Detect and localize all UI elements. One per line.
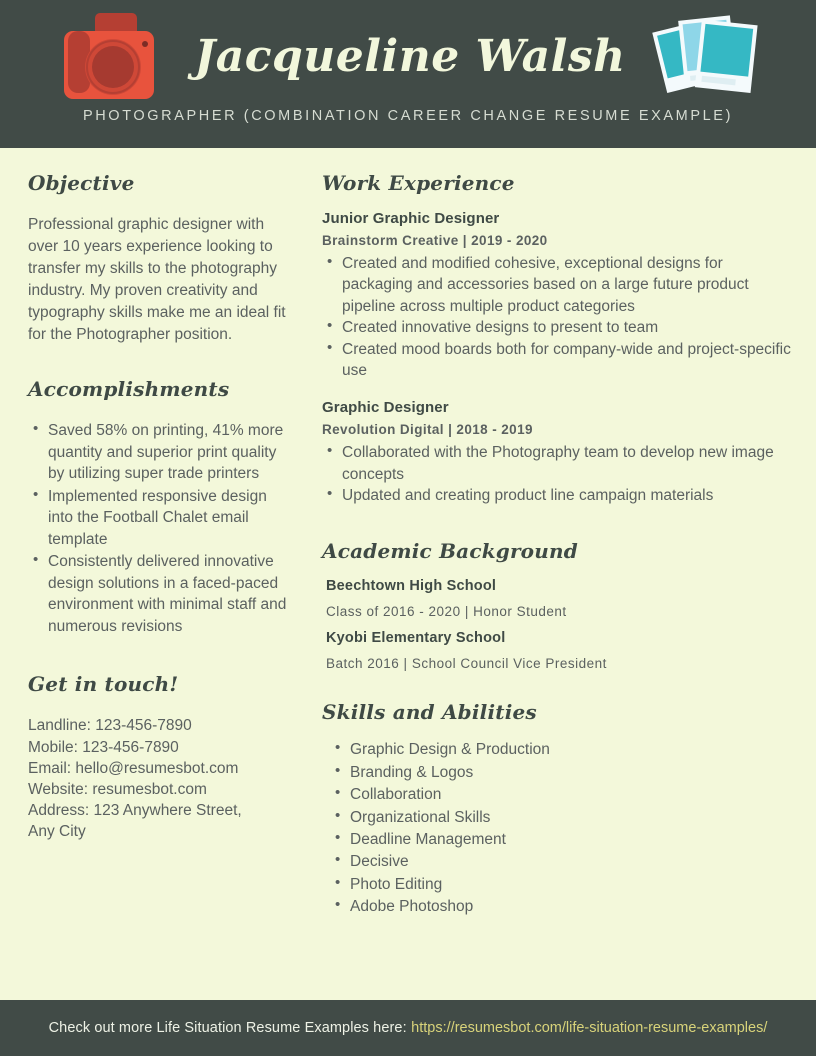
list-item: • Created innovative designs to present to team [342,317,794,338]
header-inner [0,0,816,110]
job-meta: Brainstorm Creative | 2019 - 2020 [322,233,548,248]
footer-bar [0,1000,816,1056]
list-item: • Implemented responsive design into the Football Chalet email template [48,486,292,551]
list-item: • Updated and creating product line campaign materials [342,485,794,506]
school-name: Kyobi Elementary School [326,630,506,647]
objective-text: Professional graphic designer with over 10 years experience looking to transfer my skills to the photography industry. My proven creativity and typography skills make me an ideal fit for the Photographer position. [28,216,286,343]
job-entry [322,210,794,381]
contact-list [28,715,292,842]
contact-mobile: Mobile: 123-456-7890 [28,738,179,756]
accomplishments-heading: Accomplishments [28,377,230,401]
list-item: • Graphic Design & Production [350,739,794,760]
contact-email: Email: hello@resumesbot.com [28,759,239,777]
list-item: • Organizational Skills [350,807,794,828]
job-entry [322,399,794,506]
list-item: • Consistently delivered innovative design solutions in a faced-paced environment with minimal staff and numerous revisions [48,551,292,637]
section-academic-background [322,540,794,671]
list-item: • Branding & Logos [350,762,794,783]
contact-address-line2: Any City [28,823,86,841]
section-contact [28,673,292,842]
camera-icon [50,11,168,103]
contact-heading: Get in touch! [28,672,179,697]
right-column [310,148,816,1000]
objective-heading: Objective [28,171,135,195]
skills-list [322,739,794,917]
section-skills [322,701,794,917]
work-experience-heading: Work Experience [322,171,515,195]
photo-stack-icon [652,12,766,102]
school-meta: Class of 2016 - 2020 | Honor Student [326,604,567,620]
list-item: • Decisive [350,851,794,872]
footer-link[interactable]: https://resumesbot.com/life-situation-resume-examples/ [411,1020,768,1036]
section-accomplishments [28,378,292,637]
section-work-experience [322,172,794,506]
list-item: • Photo Editing [350,874,794,895]
school-name: Beechtown High School [326,578,497,595]
contact-address-line1: Address: 123 Anywhere Street, [28,802,242,820]
school-meta: Batch 2016 | School Council Vice President [326,656,607,672]
job-bullets [322,442,794,506]
job-title: Junior Graphic Designer [322,210,500,227]
academic-heading: Academic Background [322,539,578,564]
academic-entry [322,578,794,619]
contact-website: Website: resumesbot.com [28,781,207,799]
list-item: • Collaborated with the Photography team to develop new image concepts [342,442,794,485]
academic-entry [322,630,794,671]
page-title: Jacqueline Walsh [194,31,626,82]
contact-landline: Landline: 123-456-7890 [28,717,192,735]
list-item: • Deadline Management [350,829,794,850]
resume-header [0,0,816,148]
resume-body [0,148,816,1000]
list-item: • Created mood boards both for company-wide and project-specific use [342,339,794,382]
skills-heading: Skills and Abilities [322,700,537,725]
left-column [0,148,310,1000]
job-meta: Revolution Digital | 2018 - 2019 [322,422,533,438]
page-subtitle: PHOTOGRAPHER (COMBINATION CAREER CHANGE RESUME EXAMPLE) [82,108,734,124]
job-bullets [322,253,794,381]
list-item: • Collaboration [350,784,794,805]
accomplishments-list [28,420,292,637]
job-title: Graphic Designer [322,399,449,417]
list-item: • Saved 58% on printing, 41% more quantity and superior print quality by utilizing super trade printers [48,420,292,485]
list-item: • Adobe Photoshop [350,896,794,917]
section-objective [28,172,292,346]
footer-text: Check out more Life Situation Resume Examples here: [48,1020,407,1036]
list-item: • Created and modified cohesive, exceptional designs for packaging and accessories based on a large future product pipeline across multiple product categories [342,253,794,317]
